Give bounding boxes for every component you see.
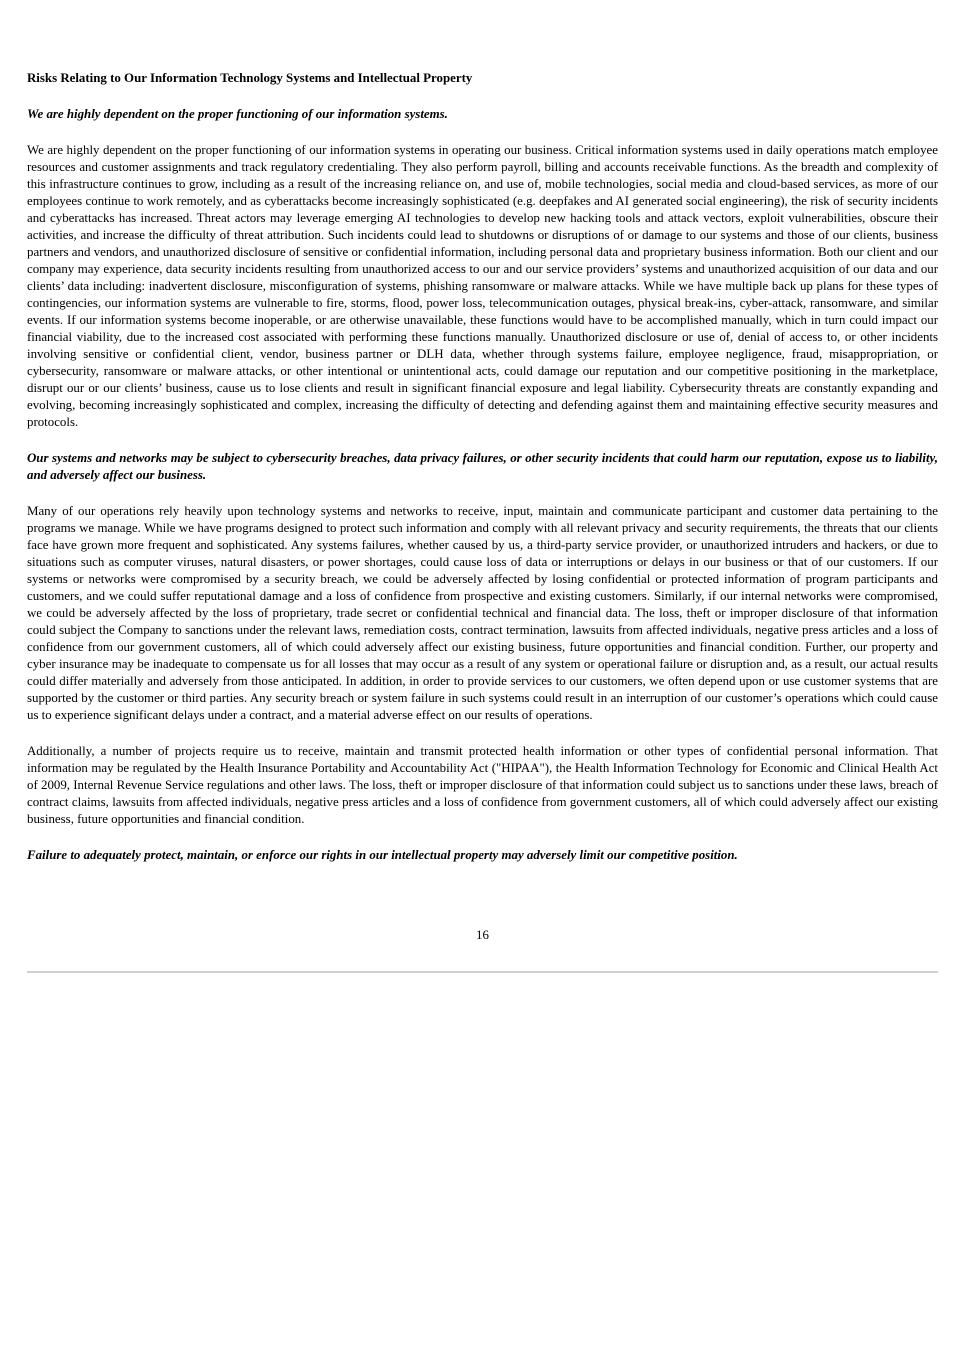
page-number: 16 (476, 928, 489, 942)
document-body (27, 63, 938, 864)
risk-heading-intellectual-property: Failure to adequately protect, maintain, or enforce our rights in our intellectual property may adversely limit our competitive position. (27, 848, 738, 862)
paragraph-cybersecurity-health-information: Additionally, a number of projects require us to receive, maintain and transmit protected health information or other types of confidential personal information. That information may be regulated by the Health Insurance Portability and Accountability Act ("HIPAA"), the Health Information Technology for Economic and Clinical Health Act of 2009, Internal Revenue Service regulations and other laws. The loss, theft or improper disclosure of that information could subject us to sanctions under these laws, breach of contract claims, lawsuits from affected individuals, negative press articles and a loss of confidence from government customers, all of which could adversely affect our existing business, future opportunities and financial condition. (27, 744, 938, 826)
risk-heading-cybersecurity: Our systems and networks may be subject to cybersecurity breaches, data privacy failures, or other security incidents that could harm our reputation, expose us to liability, and adversely affect our business. (27, 451, 938, 482)
paragraph-information-systems: We are highly dependent on the proper functioning of our information systems in operating our business. Critical information systems used in daily operations match employee resources and customer assignments and track regulatory credentialing. They also perform payroll, billing and accounts receivable functions. As the breadth and complexity of this infrastructure continues to grow, including as a result of the increasing reliance on, and use of, mobile technologies, social media and cloud-based services, as more of our employees continue to work remotely, and as cyberattacks become increasingly sophisticated (e.g. deepfakes and AI generated social engineering), the risk of security incidents and cyberattacks has increased. Threat actors may leverage emerging AI technologies to develop new hacking tools and attack vectors, exploit vulnerabilities, obscure their activities, and increase the difficulty of threat attribution. Such incidents could lead to shutdowns or disruptions of or damage to our systems and those of our clients, business partners and vendors, and unauthorized disclosure of sensitive or confidential information, including personal data and proprietary business information. Both our client and our company may experience, data security incidents resulting from unauthorized access to our and our service providers’ systems and unauthorized acquisition of our data and our clients’ data including: inadvertent disclosure, misconfiguration of systems, phishing ransomware or malware attacks. While we have multiple back up plans for these types of contingencies, our information systems are vulnerable to fire, storms, flood, power loss, telecommunication outages, physical break-ins, cyber-attack, ransomware, and similar events. If our information systems become inoperable, or are otherwise unavailable, these functions would have to be accomplished manually, which in turn could impact our financial viability, due to the increased cost associated with performing these functions manually. Unauthorized disclosure or use of, denial of access to, or other incidents involving sensitive or confidential client, vendor, business partner or DLH data, whether through systems failure, employee negligence, fraud, misappropriation, or cybersecurity, ransomware or malware attacks, or other intentional or unintentional acts, could damage our reputation and our competitive positioning in the marketplace, disrupt our or our clients’ business, cause us to lose clients and result in significant financial exposure and legal liability. Cybersecurity threats are constantly expanding and evolving, becoming increasingly sophisticated and complex, increasing the difficulty of detecting and defending against them and maintaining effective security measures and protocols. (27, 143, 938, 429)
page-divider (27, 971, 938, 973)
paragraph-cybersecurity-operations: Many of our operations rely heavily upon technology systems and networks to receive, input, maintain and communicate participant and customer data pertaining to the programs we manage. While we have programs designed to protect such information and comply with all relevant privacy and security requirements, the threats that our clients face have grown more frequent and sophisticated. Any systems failures, whether caused by us, a third-party service provider, or unauthorized intruders and hackers, or due to situations such as computer viruses, natural disasters, or power shortages, could cause loss of data or interruptions or delays in our business or that of our customers. If our systems or networks were compromised by a security breach, we could be adversely affected by losing confidential or protected information of program participants and customers, and we could suffer reputational damage and a loss of confidence from prospective and existing customers. Similarly, if our internal networks were compromised, we could be adversely affected by the loss of proprietary, trade secret or confidential technical and financial data. The loss, theft or improper disclosure of that information could subject the Company to sanctions under the relevant laws, remediation costs, contract termination, lawsuits from affected individuals, negative press articles and a loss of confidence from our government customers, all of which could adversely affect our existing business, future opportunities and financial condition. Further, our property and cyber insurance may be inadequate to compensate us for all losses that may occur as a result of any system or operational failure or disruption and, as a result, our actual results could differ materially and adversely from those anticipated. In addition, in order to provide services to our customers, we often depend upon or use customer systems that are supported by the customer or third parties. Any security breach or system failure in such systems could result in an interruption of our customer’s operations which could cause us to experience significant delays under a contract, and a material adverse effect on our results of operations. (27, 504, 938, 722)
section-heading: Risks Relating to Our Information Technology Systems and Intellectual Property (27, 71, 473, 85)
risk-heading-information-systems: We are highly dependent on the proper functioning of our information systems. (27, 107, 448, 121)
